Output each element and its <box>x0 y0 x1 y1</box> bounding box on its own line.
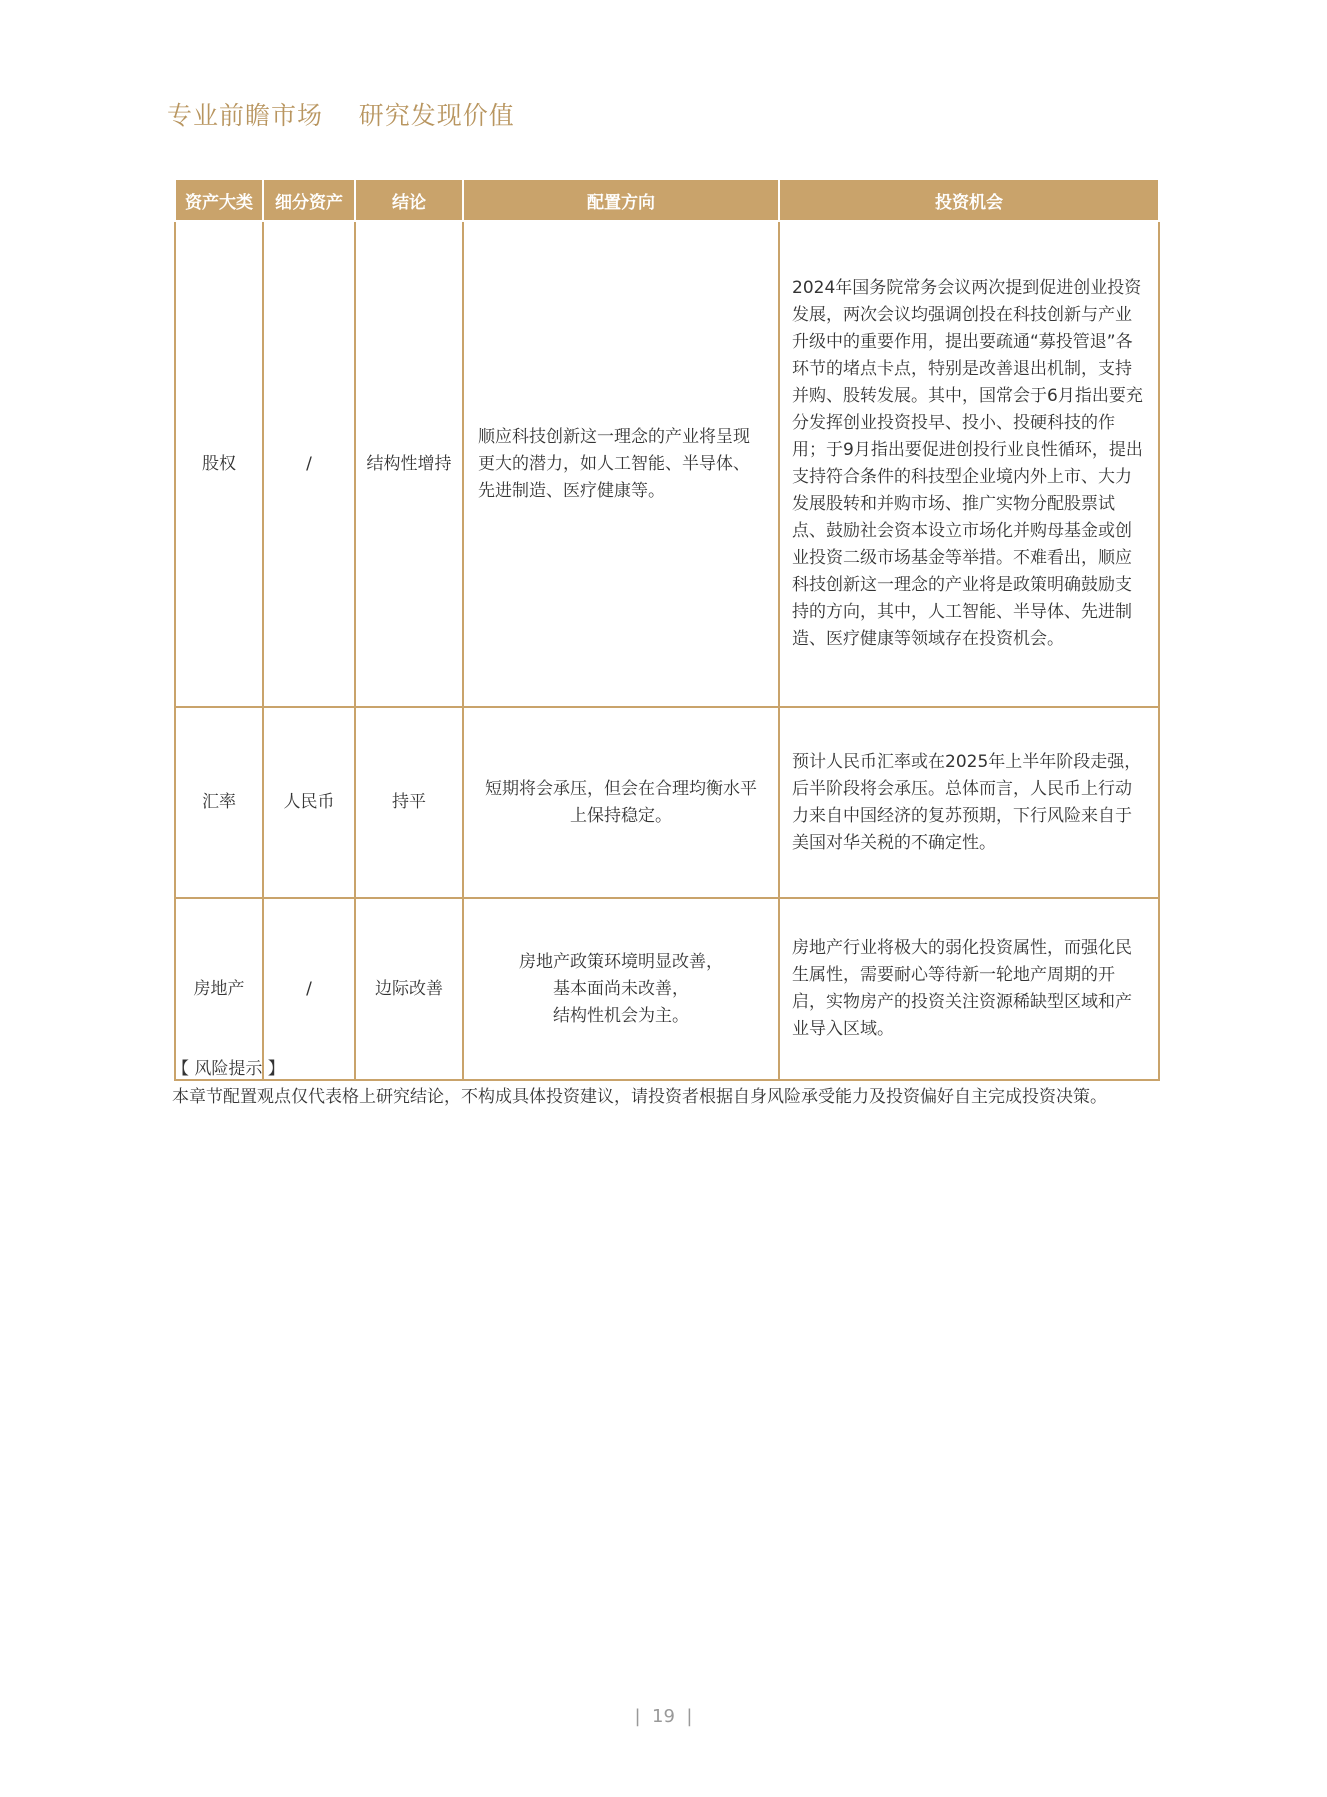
opportunity-cell: 2024年国务院常务会议两次提到促进创业投资发展，两次会议均强调创投在科技创新与产业升级中的重要作用，提出要疏通“募投管退”各环节的堵点卡点，特别是改善退出机制，支持并购、股转发展。其中，国常会于6月指出要充分发挥创业投资投早、投小、投硬科技的作用；于9月指出要促进创投行业良性循环，提出支持符合条件的科技型企业境内外上市、大力发展股转和并购市场、推广实物分配股票试点、鼓励社会资本设立市场化并购母基金或创业投资二级市场基金等举措。不难看出，顺应科技创新这一理念的产业将是政策明确鼓励支持的方向，其中，人工智能、半导体、先进制造、医疗健康等领域存在投资机会。 <box>779 221 1159 707</box>
column-header-direction: 配置方向 <box>463 179 779 221</box>
risk-notice-heading: 【 风险提示 】 <box>172 1059 285 1079</box>
asset-class-cell: 汇率 <box>175 707 263 898</box>
direction-cell: 房地产政策环境明显改善， 基本面尚未改善， 结构性机会为主。 <box>463 898 779 1080</box>
asset-class-cell: 房地产 <box>175 898 263 1080</box>
conclusion-cell: 结构性增持 <box>355 221 463 707</box>
column-header-conclusion: 结论 <box>355 179 463 221</box>
direction-cell: 顺应科技创新这一理念的产业将呈现更大的潜力，如人工智能、半导体、先进制造、医疗健康等。 <box>463 221 779 707</box>
column-header-sub-asset: 细分资产 <box>263 179 355 221</box>
sub-asset-cell: / <box>263 898 355 1080</box>
table-row <box>175 707 1159 898</box>
table-header-row <box>175 179 1159 221</box>
asset-allocation-table-wrapper <box>174 178 1158 1081</box>
column-header-asset-class: 资产大类 <box>175 179 263 221</box>
direction-cell: 短期将会承压，但会在合理均衡水平上保持稳定。 <box>463 707 779 898</box>
conclusion-cell: 持平 <box>355 707 463 898</box>
page-header-title: 专业前瞻市场 研究发现价值 <box>167 101 515 130</box>
column-header-opportunity: 投资机会 <box>779 179 1159 221</box>
asset-class-cell: 股权 <box>175 221 263 707</box>
sub-asset-cell: / <box>263 221 355 707</box>
risk-notice <box>172 1055 1162 1111</box>
opportunity-cell: 预计人民币汇率或在2025年上半年阶段走强，后半阶段将会承压。总体而言，人民币上行动力来自中国经济的复苏预期，下行风险来自于美国对华关税的不确定性。 <box>779 707 1159 898</box>
conclusion-cell: 边际改善 <box>355 898 463 1080</box>
page-number: | 19 | <box>634 1706 693 1727</box>
sub-asset-cell: 人民币 <box>263 707 355 898</box>
opportunity-cell: 房地产行业将极大的弱化投资属性，而强化民生属性，需要耐心等待新一轮地产周期的开启，实物房产的投资关注资源稀缺型区域和产业导入区域。 <box>779 898 1159 1080</box>
risk-notice-text: 本章节配置观点仅代表格上研究结论，不构成具体投资建议，请投资者根据自身风险承受能力及投资偏好自主完成投资决策。 <box>172 1087 1107 1107</box>
asset-allocation-table <box>174 178 1160 1081</box>
table-row <box>175 898 1159 1080</box>
table-row <box>175 221 1159 707</box>
